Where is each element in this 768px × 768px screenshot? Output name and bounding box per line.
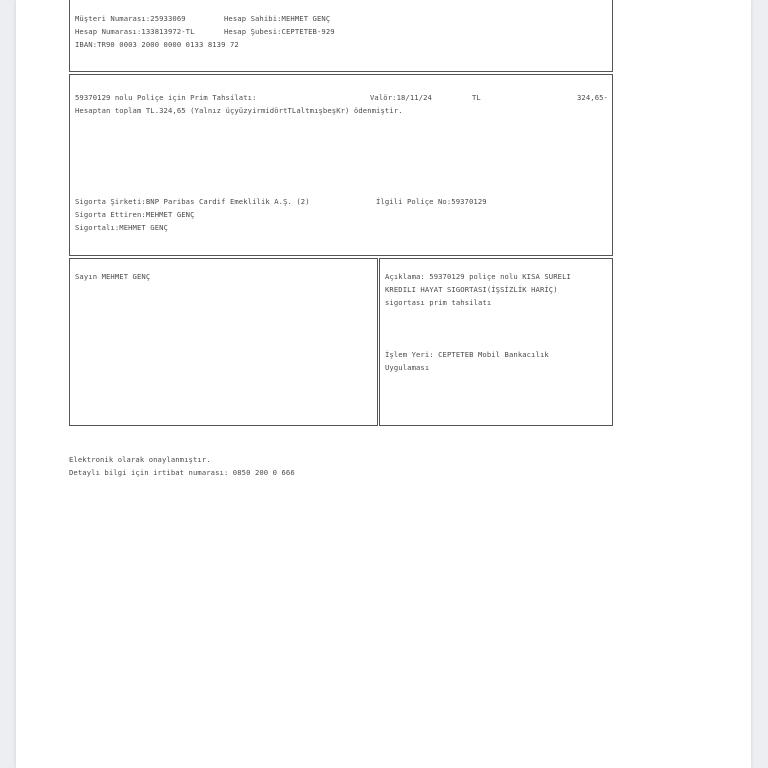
footer-approval: Elektronik olarak onaylanmıştır. [69,455,211,464]
transaction-place-1: İşlem Yeri: CEPTETEB Mobil Bankacılık [385,350,549,359]
description-line-2: KREDILI HAYAT SIGORTASI(İŞSİZLİK HARİÇ) [385,285,558,294]
value-date: Valör:18/11/24 [370,93,432,102]
account-holder: Hesap Sahibi:MEHMET GENÇ [224,14,331,23]
amount: 324,65- [577,93,608,102]
account-branch: Hesap Şubesi:CEPTETEB-929 [224,27,335,36]
salutation: Sayın MEHMET GENÇ [75,272,151,281]
transaction-place-2: Uygulaması [385,363,430,372]
insured: Sigortalı:MEHMET GENÇ [75,223,168,232]
account-info-box [69,0,613,72]
iban: IBAN:TR90 0003 2000 0000 0133 8139 72 [75,40,239,49]
payment-title: 59370129 nolu Poliçe için Prim Tahsilatı: [75,93,257,102]
policy-number: İlgili Poliçe No:59370129 [376,197,487,206]
total-text: Hesaptan toplam TL.324,65 (Yalnız üçyüzyirmidörtTLaltmışbeşKr) ödenmiştir. [75,106,403,115]
footer-contact: Detaylı bilgi için irtibat numarası: 0850 200 0 666 [69,468,295,477]
insurer: Sigorta Şirketi:BNP Paribas Cardif Emeklilik A.Ş. (2) [75,197,310,206]
description-line-3: sigortası prim tahsilatı [385,298,492,307]
document-page [16,0,751,768]
payment-box [69,74,613,256]
account-number: Hesap Numarası:133813972-TL [75,27,195,36]
policyholder: Sigorta Ettiren:MEHMET GENÇ [75,210,195,219]
description-box [379,258,613,426]
currency: TL [472,93,481,102]
customer-number: Müşteri Numarası:25933069 [75,14,186,23]
recipient-box [69,258,378,426]
description-line-1: Açıklama: 59370129 poliçe nolu KISA SURELI [385,272,571,281]
